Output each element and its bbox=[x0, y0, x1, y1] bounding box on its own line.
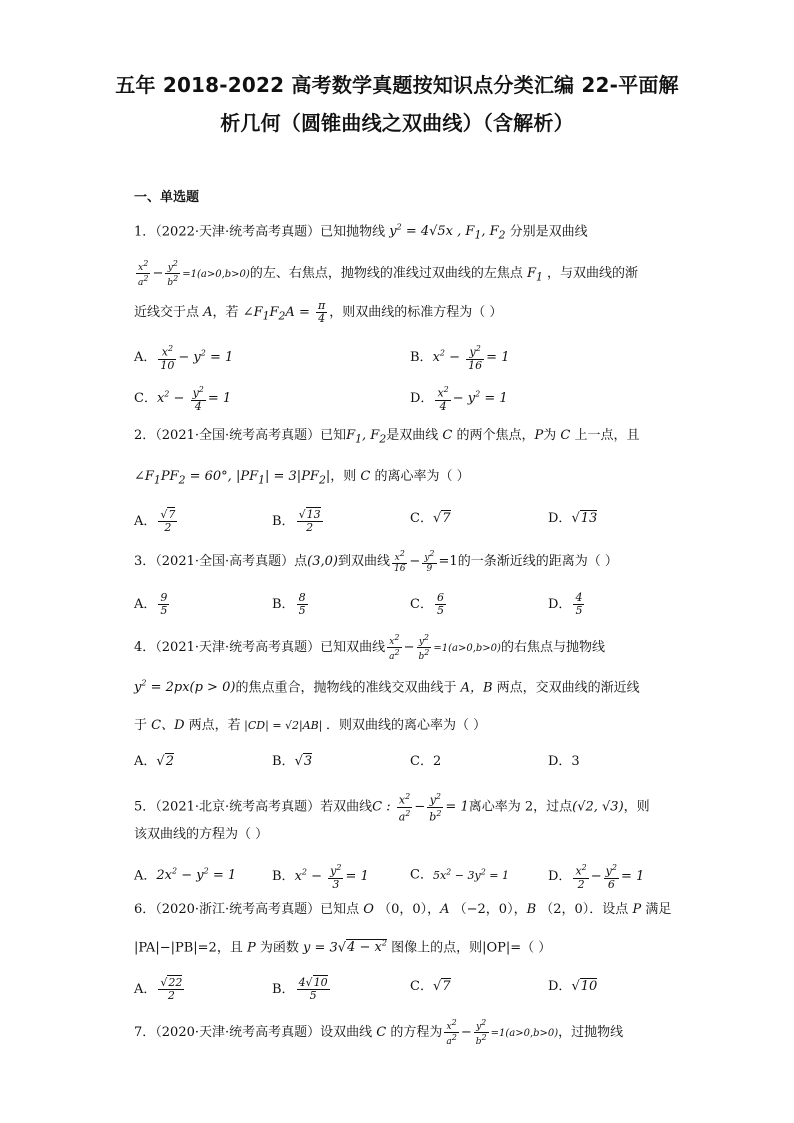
q3-option-a[interactable]: A． $\frac{9}{5}$ bbox=[134, 591, 168, 617]
title-line-1: 五年 2018-2022 高考数学真题按知识点分类汇编 22-平面解 bbox=[115, 73, 679, 97]
q2-option-d[interactable]: D．√13 bbox=[548, 511, 598, 526]
q4-line-2: $y^2 = 2px(p > 0)$的焦点重合，抛物线的准线交双曲线于 A，B 两点，交双曲线的渐近线 bbox=[134, 679, 640, 696]
q3-option-d[interactable]: D． $\frac{4}{5}$ bbox=[548, 591, 583, 617]
q2-option-a[interactable]: A． $\frac{√7}{2}$ bbox=[134, 508, 176, 534]
q5-line-1: 5．（2021·北京·统考高考真题）若双曲线C : $\frac{x^2}{a^2}$ − $\frac{y^2}{b^2}$ = 1离心率为 2，过点(√2, √3)，则 bbox=[134, 792, 650, 824]
section-heading: 一、单选题 bbox=[134, 190, 200, 205]
q2-line-1: 2．（2021·全国·统考高考真题）已知$F_1$, $F_2$是双曲线 C 的两个焦点，P为 C 上一点，且 bbox=[134, 428, 640, 446]
q1-line-2: $\frac{x^2}{a^2}$ − $\frac{y^2}{b^2}$ =1(a>0,b>0)的左、右焦点，抛物线的准线过双曲线的左焦点 $F_1$ ，与双曲线的渐 bbox=[138, 259, 639, 288]
q6-option-a[interactable]: A． $\frac{√22}{2}$ bbox=[134, 976, 183, 1002]
q4-option-a[interactable]: A．√2 bbox=[134, 754, 174, 769]
q1-line-3: 近线交于点 A，若 $\angle F_1F_2A$ = $\frac{\pi}{4}$ ，则双曲线的标准方程为（ ） bbox=[134, 299, 503, 325]
q4-option-d[interactable]: D．3 bbox=[548, 754, 580, 769]
q5-option-d[interactable]: D． $\frac{x^2}{2}$ − $\frac{y^2}{6}$ = 1 bbox=[548, 863, 645, 891]
q7-line-1: 7．（2020·天津·统考高考真题）设双曲线 C 的方程为 $\frac{x^2}{a^2}$ − $\frac{y^2}{b^2}$ =1(a>0,b>0)，过抛物线 bbox=[134, 1018, 624, 1047]
q5-option-b[interactable]: B．$x^2$ − $\frac{y^2}{3}$ = 1 bbox=[272, 863, 369, 891]
q4-option-c[interactable]: C．2 bbox=[410, 754, 442, 769]
q2-line-2: $\angle F_1PF_2 = 60^\circ$, $|PF_1| = 3|PF_2|$，则 C 的离心率为（ ） bbox=[134, 469, 470, 487]
q2-option-c[interactable]: C．√7 bbox=[410, 511, 451, 526]
q6-option-b[interactable]: B． $\frac{4√10}{5}$ bbox=[272, 976, 328, 1002]
document-title bbox=[110, 66, 684, 142]
q1-option-b[interactable]: B．$x^2$ − $\frac{y^2}{16}$ = 1 bbox=[410, 344, 510, 372]
q6-option-d[interactable]: D．√10 bbox=[548, 979, 598, 994]
q5-option-c[interactable]: C．$5x^2 - 3y^2 = 1$ bbox=[410, 867, 509, 883]
q6-option-c[interactable]: C．√7 bbox=[410, 979, 451, 994]
q6-line-1: 6．（2020·浙江·统考高考真题）已知点 O （0，0），A （−2，0），B （2，0）．设点 P 满足 bbox=[134, 902, 672, 917]
q1-option-a[interactable]: A． $\frac{x^2}{10}$ − $y^2 = 1$ bbox=[134, 344, 234, 372]
q2-option-b[interactable]: B． $\frac{√13}{2}$ bbox=[272, 508, 321, 534]
q5-line-2: 该双曲线的方程为（ ） bbox=[134, 827, 269, 842]
q1-option-d[interactable]: D． $\frac{x^2}{4}$ − $y^2 = 1$ bbox=[410, 385, 508, 413]
q3-option-b[interactable]: B． $\frac{8}{5}$ bbox=[272, 591, 306, 617]
q1-line-1: 1．（2022·天津·统考高考真题）已知抛物线 $y^2 = 4√5x$ , $F_1$, $F_2$ 分别是双曲线 bbox=[134, 223, 588, 242]
q3-option-c[interactable]: C． $\frac{6}{5}$ bbox=[410, 591, 444, 617]
q4-line-3: 于 C、D 两点，若 |CD| = √2|AB| ．则双曲线的离心率为（ ） bbox=[134, 718, 487, 733]
q5-option-a[interactable]: A．$2x^2 - y^2 = 1$ bbox=[134, 867, 237, 884]
q3-line-1: 3．（2021·全国·高考真题）点(3,0)到双曲线 $\frac{x^2}{16}$ − $\frac{y^2}{9}$ =1的一条渐近线的距离为（ ） bbox=[134, 549, 618, 574]
q4-line-1: 4．（2021·天津·统考高考真题）已知双曲线 $\frac{x^2}{a^2}$ − $\frac{y^2}{b^2}$ =1(a>0,b>0)的右焦点与抛物线 bbox=[134, 633, 605, 662]
title-line-2: 析几何（圆锥曲线之双曲线）（含解析） bbox=[220, 111, 574, 135]
q1-option-c[interactable]: C．$x^2$ − $\frac{y^2}{4}$ = 1 bbox=[134, 385, 232, 413]
q6-line-2: |PA|−|PB|=2，且 P 为函数 $y = 3√4 - x^2$ 图像上的点，则|OP|=（ ） bbox=[134, 939, 552, 956]
q4-option-b[interactable]: B．√3 bbox=[272, 754, 313, 769]
